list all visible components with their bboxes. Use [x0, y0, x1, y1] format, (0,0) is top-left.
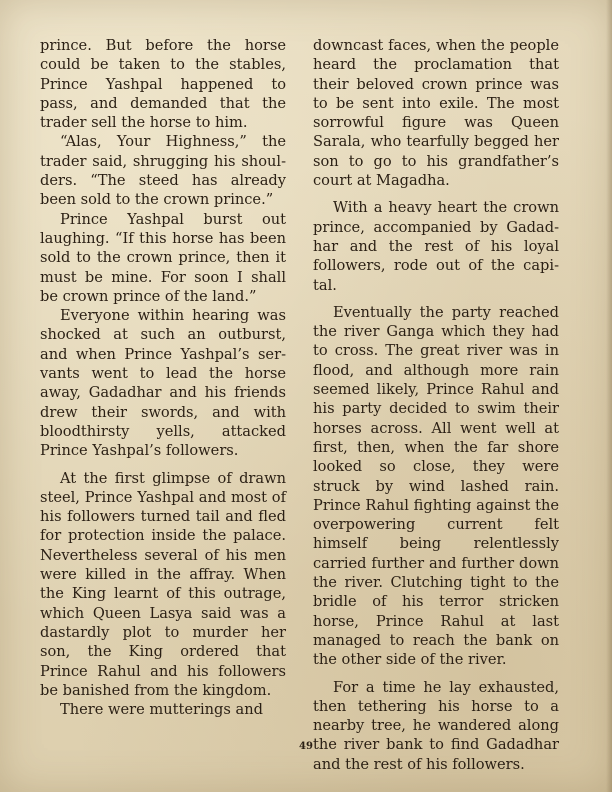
paragraph: downcast faces, when the people heard the proclamation that their beloved crown prince was to be sent into exile. The most sorrowful figure was Queen Sarala, who tearfully begged her son to go to his grandfather’s court at Magadha. [313, 37, 559, 190]
paragraph: “Alas, Your Highness,” the trader said, shrugging his shoulders. “The steed has already been sold to the crown prince.” [40, 133, 286, 209]
right-text-column [313, 36, 559, 774]
page-number: 49 [299, 741, 313, 752]
paragraph: At the first glimpse of drawn steel, Prince Yashpal and most of his followers turned tail and fled for protection inside the palace. Nevertheless several of his men were killed in the affray. When the King learnt of this outrage, which Queen Lasya said was a dastardly plot to murder her son, the King ordered that Prince Rahul and his followers be banished from the kingdom. [40, 469, 286, 699]
left-text-column [40, 36, 286, 719]
page-edge-shadow [606, 0, 612, 792]
paragraph: With a heavy heart the crown prince, accompanied by Gadadhar and the rest of his loyal followers, rode out of the capital. [313, 199, 559, 294]
paragraph: There were mutterings and [60, 701, 263, 719]
paragraph: Everyone within hearing was shocked at such an outburst, and when Prince Yashpal’s servants went to lead the horse away, Gadadhar and his friends drew their swords, and with bloodthirsty yells, attacked Prince Yashpal’s followers. [40, 307, 286, 460]
paragraph: Prince Yashpal burst out laughing. “If this horse has been sold to the crown prince, then it must be mine. For soon I shall be crown prince of the land.” [40, 210, 286, 305]
paragraph: Eventually the party reached the river Ganga which they had to cross. The great river was in flood, and although more rain seemed likely, Prince Rahul and his party decided to swim their horses across. All went well at first, then, when the far shore looked so close, they were struck by wind lashed rain. Prince Rahul fighting against the overpowering current felt himself being relentlessly carried further and further down the river. Clutching tight to the bridle of his terror stricken horse, Prince Rahul at last managed to reach the bank on the other side of the river. [313, 303, 559, 669]
paragraph: For a time he lay exhausted, then tethering his horse to a nearby tree, he wandered along the river bank to find Gadadhar and the rest of his followers. [313, 678, 559, 773]
paragraph: prince. But before the horse could be taken to the stables, Prince Yashpal happened to pass, and demanded that the trader sell the horse to him. [40, 37, 286, 132]
